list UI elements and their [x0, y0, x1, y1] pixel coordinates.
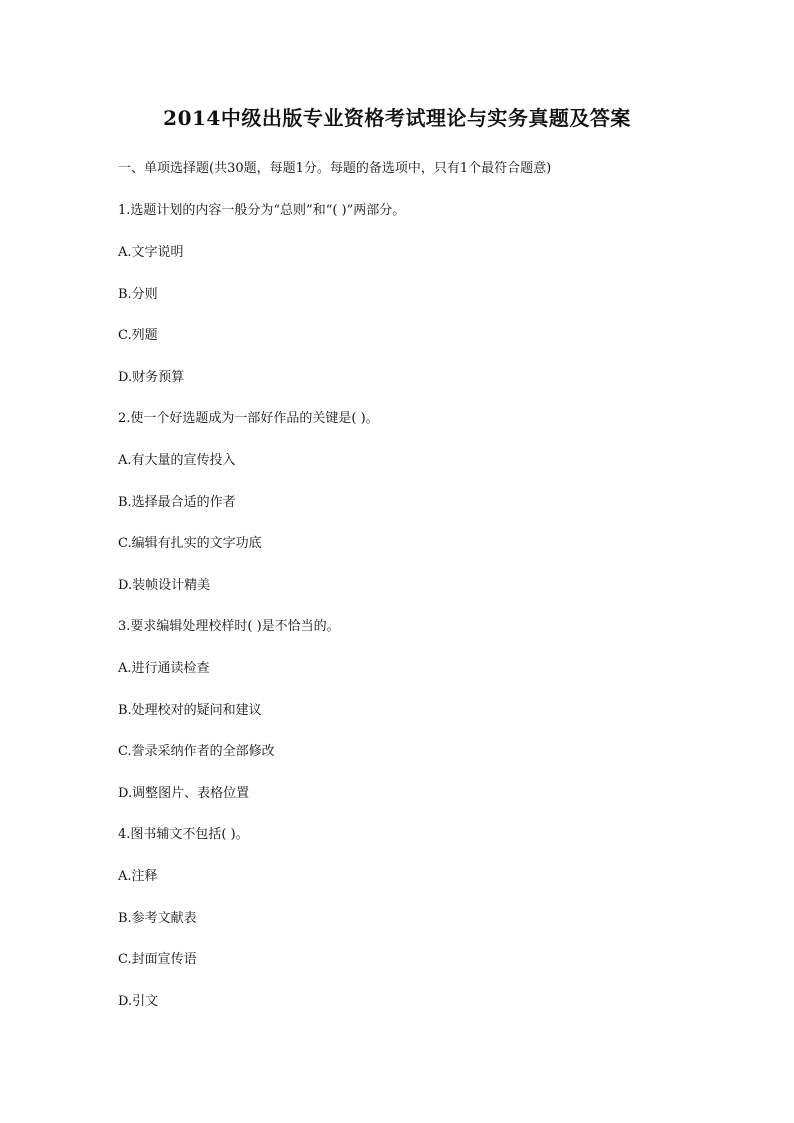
question-1-stem: 1.选题计划的内容一般分为“总则”和“( )”两部分。: [118, 203, 406, 218]
question-2-option-b: B.选择最合适的作者: [118, 495, 236, 510]
question-4-option-c: C.封面宣传语: [118, 952, 197, 967]
question-4-option-d: D.引文: [118, 994, 159, 1009]
question-2-option-a: A.有大量的宣传投入: [118, 453, 236, 468]
question-3-stem: 3.要求编辑处理校样时( )是不恰当的。: [118, 619, 340, 634]
question-1-option-c: C.列题: [118, 328, 158, 343]
question-2-stem: 2.使一个好选题成为一部好作品的关键是( )。: [118, 411, 379, 426]
question-2-option-d: D.装帧设计精美: [118, 578, 211, 593]
question-3-option-c: C.誊录采纳作者的全部修改: [118, 744, 275, 759]
document-title: 2014中级出版专业资格考试理论与实务真题及答案: [163, 106, 631, 130]
question-3-option-d: D.调整图片、表格位置: [118, 786, 250, 801]
question-1-option-a: A.文字说明: [118, 245, 184, 260]
section-heading: 一、单项选择题(共30题，每题1分。每题的备选项中，只有1个最符合题意): [118, 161, 552, 176]
question-1-option-b: B.分则: [118, 287, 158, 302]
question-3-option-a: A.进行通读检查: [118, 661, 210, 676]
question-2-option-c: C.编辑有扎实的文字功底: [118, 536, 262, 551]
question-3-option-b: B.处理校对的疑问和建议: [118, 703, 262, 718]
question-1-option-d: D.财务预算: [118, 370, 185, 385]
question-4-stem: 4.图书辅文不包括( )。: [118, 827, 249, 842]
question-4-option-b: B.参考文献表: [118, 911, 197, 926]
question-4-option-a: A.注释: [118, 869, 158, 884]
